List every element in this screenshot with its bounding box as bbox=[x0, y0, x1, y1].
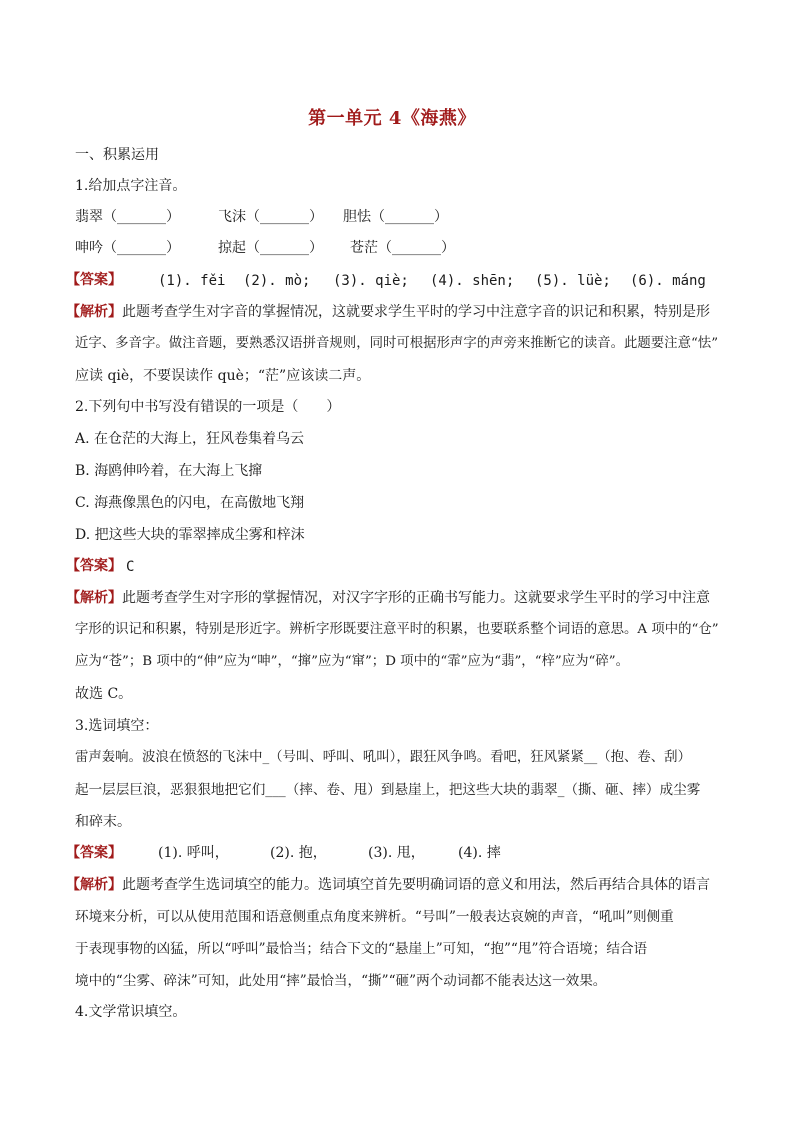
q2-option-c: C. 海燕像黑色的闪电，在高傲地飞翔 bbox=[75, 495, 305, 511]
q2-option-b: B. 海鸥伸吟着，在大海上飞撺 bbox=[75, 463, 263, 479]
q3-answer-1: (1). 呼叫， bbox=[158, 845, 229, 861]
q3-answer-4: (4). 摔 bbox=[458, 845, 501, 861]
q3-analysis-line: 于表现事物的凶猛，所以“呼叫”最恰当；结合下文的“悬崖上”可知，“抱”“甩”符合语境；结合语 bbox=[75, 941, 648, 957]
section-heading: 一、积累运用 bbox=[75, 147, 159, 163]
q3-text-line: 和碎末。 bbox=[75, 814, 131, 830]
q1-answer-6: (6). máng bbox=[630, 273, 706, 289]
q1-answer-label: 【答案】 bbox=[66, 272, 122, 288]
q1-analysis-line: 此题考查学生对字音的掌握情况，这就要求学生平时的学习中注意字音的识记和积累，特别是形 bbox=[122, 304, 710, 320]
q2-analysis-line: 此题考查学生对字形的掌握情况，对汉字字形的正确书写能力。这就要求学生平时的学习中注意 bbox=[122, 590, 710, 606]
q1-answer-2: (2). mò; bbox=[243, 273, 311, 289]
q1-answer-5: (5). lüè; bbox=[535, 273, 611, 289]
q3-analysis-line: 环境来分析，可以从使用范围和语意侧重点角度来辨析。“号叫”一般表达哀婉的声音，“吼叫”则侧重 bbox=[75, 909, 674, 925]
q2-prompt: 2.下列句中书写没有错误的一项是（ ） bbox=[75, 399, 341, 415]
q3-prompt: 3.选词填空： bbox=[75, 718, 159, 734]
q2-option-a: A. 在仓茫的大海上，狂风卷集着乌云 bbox=[75, 431, 305, 447]
page-title: 第一单元 4《海燕》 bbox=[308, 108, 476, 129]
q1-answer-3: (3). qiè; bbox=[333, 273, 409, 289]
q3-answer-2: (2). 抱， bbox=[270, 845, 327, 861]
q2-option-d: D. 把这些大块的霏翠摔成尘雾和梓沫 bbox=[75, 527, 305, 543]
q1-answer-4: (4). shēn; bbox=[430, 273, 515, 289]
q1-blank-2: 飞沫（_______） bbox=[218, 209, 323, 225]
q1-analysis-line: 近字、多音字。做注音题，要熟悉汉语拼音规则，同时可根据形声字的声旁来推断它的读音。此题要注意“怯” bbox=[75, 336, 719, 351]
q3-analysis-line: 境中的“尘雾、碎沫”可知，此处用“摔”最恰当，“撕”“砸”两个动词都不能表达这一效果。 bbox=[75, 973, 607, 989]
q1-blank-4: 呻吟（_______） bbox=[75, 240, 180, 256]
q3-analysis-line: 此题考查学生选词填空的能力。选词填空首先要明确词语的意义和用法，然后再结合具体的语言 bbox=[122, 877, 710, 893]
q1-analysis-line: 应读 qiè，不要误读作 què；“茫”应该读二声。 bbox=[75, 368, 371, 384]
q4-prompt: 4.文学常识填空。 bbox=[75, 1004, 187, 1020]
q2-analysis-line: 字形的识记和积累，特别是形近字。辨析字形既要注意平时的积累，也要联系整个词语的意思。A 项中的“仓” bbox=[75, 622, 719, 637]
q1-blank-1: 翡翠（_______） bbox=[75, 209, 180, 225]
q1-prompt: 1.给加点字注音。 bbox=[75, 178, 187, 194]
q1-blank-5: 掠起（_______） bbox=[218, 240, 323, 256]
q2-answer-label: 【答案】 bbox=[66, 558, 122, 574]
q2-answer: C bbox=[126, 559, 135, 575]
q3-analysis-label: 【解析】 bbox=[66, 877, 122, 893]
q1-blank-3: 胆怯（_______） bbox=[343, 209, 448, 225]
q3-text-line: 起一层层巨浪，恶狠狠地把它们___（摔、卷、甩）到悬崖上，把这些大块的翡翠_（撕、砸、摔）成尘雾 bbox=[75, 782, 701, 798]
q2-analysis-line: 应为“苍”；B 项中的“伸”应为“呻”，“撺”应为“窜”；D 项中的“霏”应为“翡”，“梓”应为“碎”。 bbox=[75, 654, 630, 669]
q1-blank-6: 苍茫（_______） bbox=[350, 240, 455, 256]
q3-answer-label: 【答案】 bbox=[66, 845, 122, 861]
q2-analysis-label: 【解析】 bbox=[66, 590, 122, 606]
q1-answer-1: (1). fěi bbox=[158, 273, 226, 289]
q1-analysis-label: 【解析】 bbox=[66, 304, 122, 320]
q3-answer-3: (3). 甩， bbox=[368, 845, 425, 861]
q3-text-line: 雷声轰响。波浪在愤怒的飞沫中_（号叫、呼叫、吼叫），跟狂风争鸣。看吧，狂风紧紧__（抱、卷、刮） bbox=[75, 750, 691, 765]
q2-analysis-line: 故选 C。 bbox=[75, 686, 133, 702]
